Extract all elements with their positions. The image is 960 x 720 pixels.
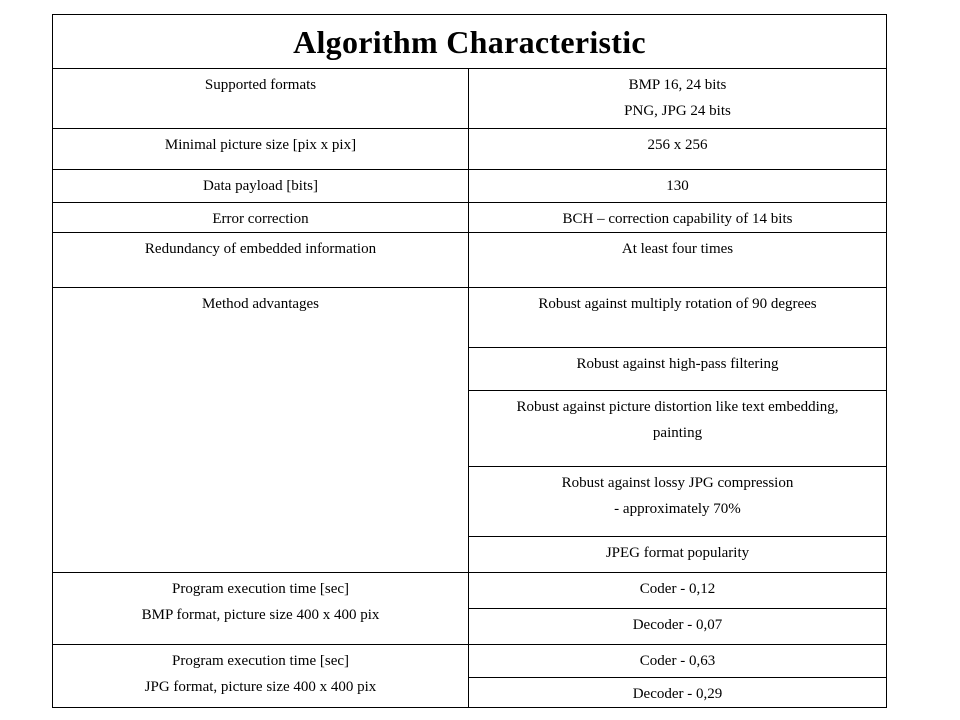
table-title: Algorithm Characteristic: [53, 15, 887, 69]
label-supported-formats: [53, 69, 469, 129]
label-text: Method advantages: [201, 296, 320, 312]
row-jpg-execution-time: [53, 645, 887, 678]
row-error-correction: [53, 203, 887, 233]
label-bmp-execution-time: [53, 573, 469, 645]
advantage-text: JPEG format popularity: [605, 545, 750, 561]
row-data-payload: [53, 170, 887, 203]
advantage-line: Robust against lossy JPG compression: [561, 475, 794, 491]
label-text: Minimal picture size [pix x pix]: [164, 137, 357, 153]
value-text: BCH – correction capability of 14 bits: [562, 211, 793, 227]
title-row: [53, 15, 887, 69]
value-supported-formats: [469, 69, 887, 129]
value-minimal-size: [469, 129, 887, 170]
value-text: Decoder - 0,07: [632, 617, 723, 633]
advantage-item: [469, 348, 887, 391]
label-line: Program execution time [sec]: [171, 581, 350, 597]
advantage-item: [469, 537, 887, 573]
label-data-payload: [53, 170, 469, 203]
advantage-line: painting: [652, 425, 703, 441]
value-text: At least four times: [621, 241, 734, 257]
label-redundancy: [53, 233, 469, 288]
label-text: Data payload [bits]: [203, 178, 318, 194]
label-text: Supported formats: [204, 77, 317, 93]
row-method-advantages: [53, 288, 887, 348]
value-data-payload: [469, 170, 887, 203]
value-text: Decoder - 0,29: [632, 686, 723, 702]
advantage-item: [469, 288, 887, 348]
value-bmp-coder: [469, 573, 887, 609]
row-minimal-size: [53, 129, 887, 170]
advantage-item: [469, 391, 887, 467]
label-line: JPG format, picture size 400 x 400 pix: [144, 679, 377, 695]
label-jpg-execution-time: [53, 645, 469, 708]
advantage-item: [469, 467, 887, 537]
label-line: BMP format, picture size 400 x 400 pix: [141, 607, 380, 623]
label-error-correction: [53, 203, 469, 233]
value-text: 130: [666, 178, 689, 194]
row-bmp-execution-time: [53, 573, 887, 609]
label-minimal-size: [53, 129, 469, 170]
value-redundancy: [469, 233, 887, 288]
value-error-correction: [469, 203, 887, 233]
row-redundancy: [53, 233, 887, 288]
value-text: Coder - 0,63: [639, 653, 716, 669]
value-bmp-decoder: [469, 609, 887, 645]
advantage-line: Robust against picture distortion like text embedding,: [516, 399, 839, 415]
label-text: Redundancy of embedded information: [144, 241, 377, 257]
algorithm-characteristic-table: [52, 14, 887, 708]
value-line: PNG, JPG 24 bits: [624, 103, 731, 119]
advantage-text: Robust against multiply rotation of 90 degrees: [538, 296, 817, 312]
advantage-line: - approximately 70%: [614, 501, 741, 517]
value-text: Coder - 0,12: [639, 581, 716, 597]
value-text: 256 x 256: [647, 137, 708, 153]
value-jpg-coder: [469, 645, 887, 678]
advantage-text: Robust against high-pass filtering: [576, 356, 779, 372]
value-jpg-decoder: [469, 678, 887, 708]
label-text: Error correction: [212, 211, 309, 227]
label-line: Program execution time [sec]: [171, 653, 350, 669]
label-method-advantages: [53, 288, 469, 573]
value-line: BMP 16, 24 bits: [628, 77, 727, 93]
row-supported-formats: [53, 69, 887, 129]
